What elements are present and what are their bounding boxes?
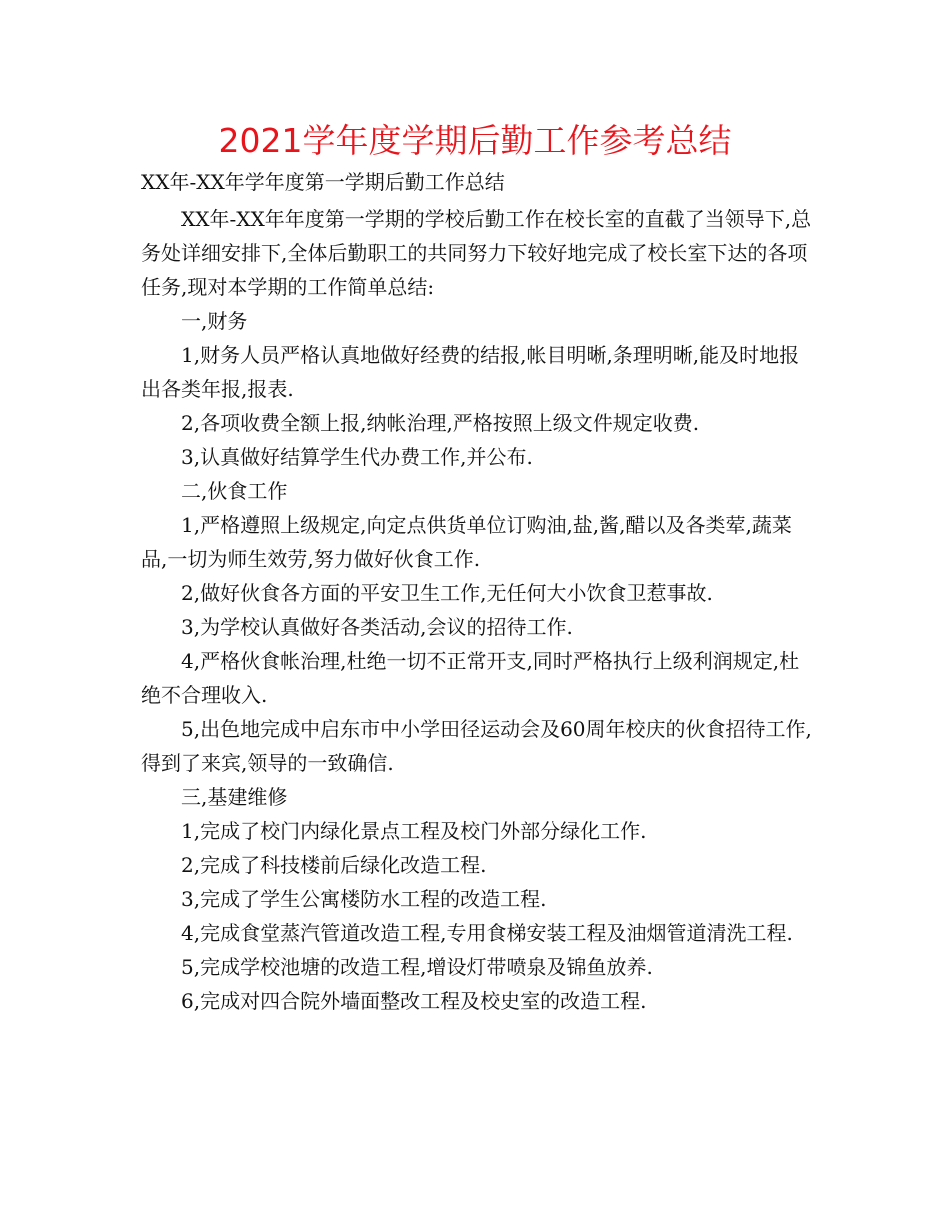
catering-item-3: 3,为学校认真做好各类活动,会议的招待工作. xyxy=(181,615,573,639)
document-title: 2021学年度学期后勤工作参考总结 xyxy=(218,121,732,160)
finance-item-3: 3,认真做好结算学生代办费工作,并公布. xyxy=(181,445,533,469)
construction-item-3: 3,完成了学生公寓楼防水工程的改造工程. xyxy=(181,887,547,911)
catering-item-1: 1,严格遵照上级规定,向定点供货单位订购油,盐,酱,醋以及各类荤,蔬菜品,一切为师生效劳,努力做好伙食工作. xyxy=(141,513,792,571)
construction-item-1: 1,完成了校门内绿化景点工程及校门外部分绿化工作. xyxy=(181,819,647,843)
construction-item-4: 4,完成食堂蒸汽管道改造工程,专用食梯安装工程及油烟管道清洗工程. xyxy=(181,921,793,945)
section-heading-catering: 二,伙食工作 xyxy=(181,479,288,503)
catering-item-4: 4,严格伙食帐治理,杜绝一切不正常开支,同时严格执行上级利润规定,杜绝不合理收入. xyxy=(141,649,800,707)
finance-item-2: 2,各项收费全额上报,纳帐治理,严格按照上级文件规定收费. xyxy=(181,411,700,435)
finance-item-1: 1,财务人员严格认真地做好经费的结报,帐目明晰,条理明晰,能及时地报出各类年报,报表. xyxy=(141,343,800,401)
construction-item-6: 6,完成对四合院外墙面整改工程及校史室的改造工程. xyxy=(181,989,647,1013)
paragraph-intro: XX年-XX年年度第一学期的学校后勤工作在校长室的直截了当领导下,总务处详细安排下,全体后勤职工的共同努力下较好地完成了校长室下达的各项任务,现对本学期的工作简单总结: xyxy=(141,207,812,299)
construction-item-2: 2,完成了科技楼前后绿化改造工程. xyxy=(181,853,487,877)
section-heading-construction: 三,基建维修 xyxy=(181,785,288,809)
construction-item-5: 5,完成学校池塘的改造工程,增设灯带喷泉及锦鱼放养. xyxy=(181,955,653,979)
catering-item-5: 5,出色地完成中启东市中小学田径运动会及60周年校庆的伙食招待工作,得到了来宾,领导的一致确信. xyxy=(141,717,812,775)
catering-item-2: 2,做好伙食各方面的平安卫生工作,无任何大小饮食卫惹事故. xyxy=(181,581,713,605)
section-heading-finance: 一,财务 xyxy=(181,309,248,333)
document-body xyxy=(141,202,813,1018)
document-subtitle: XX年-XX年学年度第一学期后勤工作总结 xyxy=(141,170,505,194)
